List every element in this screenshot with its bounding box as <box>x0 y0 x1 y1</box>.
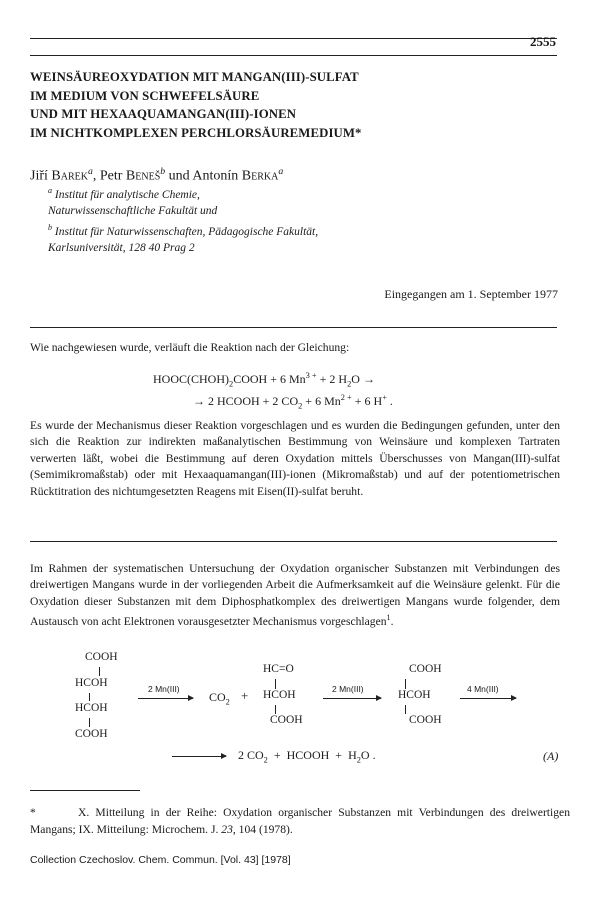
affil-line: Institut für analytische Chemie, <box>52 188 200 201</box>
plus-sign: + <box>241 688 249 703</box>
footnote <box>30 805 570 838</box>
footnote-volume: 23 <box>221 822 233 836</box>
author-last-name: Beneš <box>125 168 161 184</box>
affil-line: Institut für Naturwissenschaften, Pädagogische Fakultät, <box>52 225 319 238</box>
scheme-2-top: HC=O <box>263 663 294 675</box>
page-number: 2555 <box>530 34 556 49</box>
author-affil-mark: b <box>160 166 166 177</box>
final-sub: 2 <box>263 755 268 765</box>
reference-mark: 1 <box>386 613 391 623</box>
main-text: Im Rahmen der systematischen Untersuchung der Oxydation organischer Substanzen mit Verbindungen des dreiwertigen Mangans wurde in der vorliegenden Arbeit die Aufmerksamkeit auf die Weinsäure gelenkt. Für die Oxydation dieser Substanzen mit dem Diphosphatkomplex des dreiwertigen Mangans wurde folgender, dem Austausch von acht Elektronen vorausgesetzter Mechanismus vorgeschlagen <box>30 562 560 629</box>
author-separator: , <box>92 168 100 184</box>
eq-sub: 2 <box>229 379 234 389</box>
eq-sub: 2 <box>298 401 303 411</box>
scheme-3-mid: HCOH <box>398 689 431 701</box>
reaction-arrow-1 <box>138 698 193 699</box>
eq-sup: 3 + <box>305 371 317 380</box>
bond-line <box>89 718 90 727</box>
title-line: IM NICHTKOMPLEXEN PERCHLORSÄUREMEDIUM* <box>30 125 362 140</box>
header-rule-bottom <box>30 55 557 56</box>
final-sub: 2 <box>356 755 361 765</box>
scheme-2-bottom: COOH <box>270 714 303 726</box>
main-paragraph <box>30 561 560 630</box>
article-title <box>30 68 570 142</box>
scheme-1-top: COOH <box>85 651 118 663</box>
title-line: WEINSÄUREOXYDATION MIT MANGAN(III)-SULFAT <box>30 70 359 84</box>
bond-line <box>275 679 276 689</box>
eq-sub: 2 <box>347 379 352 389</box>
scheme-2-mid: HCOH <box>263 689 296 701</box>
eq-text: O → <box>351 372 375 386</box>
arrow-3-label: 4 Mn(III) <box>467 684 499 694</box>
title-line: IM MEDIUM VON SCHWEFELSÄURE <box>30 88 260 103</box>
author-first-name: Antonín <box>192 168 242 184</box>
reaction-arrow-2 <box>323 698 381 699</box>
eq-text: . <box>386 394 393 408</box>
footnote-text: X. Mitteilung in der Reihe: Oxydation organischer Substanzen mit Verbindungen des dreiwertigen Mangans; IX. Mitteilung: Microchem. J. <box>30 806 570 836</box>
reaction-equation-line2 <box>193 393 393 410</box>
abstract-intro: Wie nachgewiesen wurde, verläuft die Reaktion nach der Gleichung: <box>30 341 350 354</box>
eq-text: COOH + 6 Mn <box>233 372 306 386</box>
final-products <box>238 748 376 764</box>
scheme-3-top: COOH <box>409 663 442 675</box>
received-date: Eingegangen am 1. September 1977 <box>384 287 558 301</box>
reaction-arrow-final <box>172 756 226 757</box>
bond-line <box>89 693 90 701</box>
footnote-mark: * <box>30 806 36 819</box>
bond-line <box>405 705 406 714</box>
eq-text: → 2 HCOOH + 2 CO <box>193 394 299 408</box>
author-affil-mark: a <box>278 166 284 177</box>
eq-sup: + <box>382 393 387 402</box>
author-first-name: Petr <box>99 168 126 184</box>
affil-mark: a <box>48 186 53 195</box>
reaction-equation-line1 <box>153 371 375 388</box>
affil-mark: b <box>48 222 53 232</box>
eq-sup: 2 + <box>340 393 352 402</box>
bond-line <box>99 667 100 676</box>
eq-text: + 6 Mn <box>302 394 341 408</box>
co2-text <box>209 690 230 706</box>
affil-line: Karlsuniversität, 128 40 Prag 2 <box>48 242 195 255</box>
author-affil-mark: a <box>87 166 93 177</box>
final-text: + HCOOH + H <box>267 748 357 762</box>
scheme-label: (A) <box>543 749 559 763</box>
bond-line <box>275 705 276 714</box>
bond-line <box>405 679 406 689</box>
affiliations <box>48 183 318 257</box>
final-text: 2 CO <box>238 748 264 762</box>
journal-citation: Collection Czechoslov. Chem. Commun. [Vol. 43] [1978] <box>30 854 291 866</box>
main-text-end: . <box>390 615 394 629</box>
reaction-arrow-3 <box>460 698 516 699</box>
abstract-rule <box>30 327 557 328</box>
co2-label: CO <box>209 690 226 704</box>
eq-text: + 6 H <box>351 394 383 408</box>
scheme-1-bottom: COOH <box>75 728 108 740</box>
affil-line: Naturwissenschaftliche Fakultät und <box>48 205 218 218</box>
arrow-1-label: 2 Mn(III) <box>148 684 180 694</box>
footnote-rule <box>30 790 140 791</box>
title-line: UND MIT HEXAAQUAMANGAN(III)-IONEN <box>30 107 297 121</box>
scheme-1-line2: HCOH <box>75 677 108 689</box>
arrow-2-label: 2 Mn(III) <box>332 684 364 694</box>
scheme-3-bottom: COOH <box>409 714 442 726</box>
header-rule-top <box>30 38 557 39</box>
author-last-name: Barek <box>51 168 88 184</box>
co2-sub: 2 <box>225 697 230 707</box>
scheme-1-line3: HCOH <box>75 702 108 714</box>
section-rule <box>30 541 557 542</box>
author-last-name: Berka <box>241 168 279 184</box>
footnote-text: , 104 (1978). <box>232 822 293 836</box>
final-text: O . <box>360 748 376 762</box>
abstract-body: Es wurde der Mechanismus dieser Reaktion vorgeschlagen und es wurden die Bedingungen gefunden, unter den sich die Reaktion zur indirekten maßanalytischen Bestimmung von Weinsäure und komplexen Tartraten verwerten läßt, wobei die Bestimmung auf deren Oxydation mittels Überschusses von Mangan(III)-sulfat (Semimikromaßstab) oder mit Hexaaquamangan(III)-ionen (Mikromaßstab) und auf der potentiometrischen Rücktitration des nichtumgesetzten Reagens mit Eisen(II)-sulfat beruht. <box>30 419 560 498</box>
author-conjunction: und <box>165 168 193 184</box>
eq-text: HOOC(CHOH) <box>153 372 229 386</box>
author-list <box>30 166 283 185</box>
author-first-name: Jiří <box>30 168 52 184</box>
eq-text: + 2 H <box>316 372 348 386</box>
